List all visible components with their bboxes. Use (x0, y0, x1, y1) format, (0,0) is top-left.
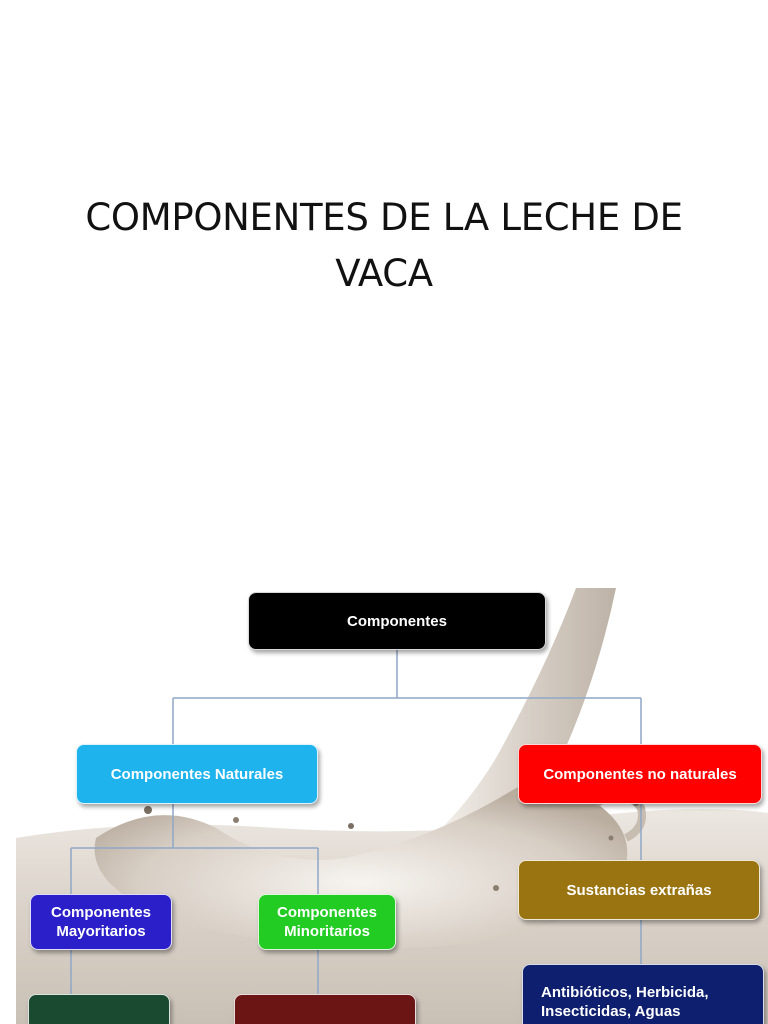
slide-title-line-1: COMPONENTES DE LA LECHE DE (85, 196, 683, 239)
node-antibioticos-line-1: Antibióticos, Herbicida, (541, 984, 709, 1001)
node-bottom-middle (234, 994, 416, 1024)
components-diagram (16, 588, 768, 1024)
connector-lines (16, 588, 768, 1024)
node-sustancias-extranas-label: Sustancias extrañas (566, 881, 712, 899)
node-componentes-naturales (76, 744, 318, 804)
node-bottom-left (28, 994, 170, 1024)
slide-title (40, 190, 728, 302)
node-componentes-naturales-label: Componentes Naturales (110, 765, 284, 783)
node-minoritarios-line-2: Minoritarios (284, 923, 370, 940)
node-componentes-label: Componentes (346, 612, 447, 630)
node-mayoritarios-line-1: Componentes (50, 904, 151, 921)
node-componentes (248, 592, 546, 650)
node-mayoritarios-line-2: Mayoritarios (56, 923, 146, 940)
node-componentes-minoritarios (258, 894, 396, 950)
node-antibioticos (522, 964, 764, 1024)
slide-title-line-2: VACA (335, 252, 433, 295)
node-antibioticos-line-2: Insecticidas, Aguas (541, 1003, 681, 1020)
node-componentes-mayoritarios (30, 894, 172, 950)
node-componentes-no-naturales-label: Componentes no naturales (543, 765, 737, 783)
node-sustancias-extranas (518, 860, 760, 920)
node-minoritarios-line-1: Componentes (276, 904, 377, 921)
node-componentes-no-naturales (518, 744, 762, 804)
